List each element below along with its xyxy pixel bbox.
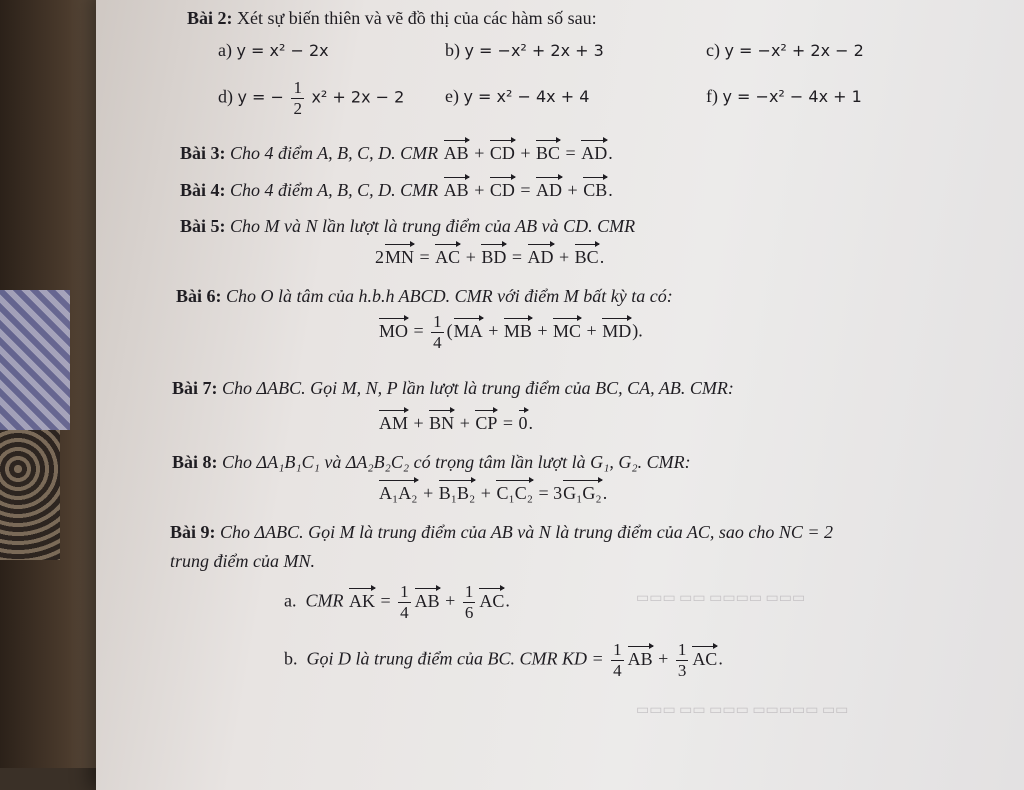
vector: MD xyxy=(602,318,631,342)
bai8-formula: A₁A₂ + B₁B₂ + C₁C₂ = 3G₁G₂. xyxy=(378,480,607,504)
vector: BD xyxy=(481,244,506,268)
vector: MC xyxy=(553,318,581,342)
bai2-item-c: c) y = −x² + 2x − 2 xyxy=(706,40,864,60)
bai2-heading xyxy=(187,8,597,29)
fraction: $\frac{1}{4}$ xyxy=(400,582,409,622)
vector: CD xyxy=(490,177,515,201)
bai9-part-a: a. CMR AK = $\frac{1}{4}$ AB + $\frac{1}{6}$ AC. xyxy=(284,582,510,622)
bai2-item-d: d) y = − $\frac{1}{2}$ x² + 2x − 2 xyxy=(218,78,405,118)
bai2-item-a: a) y = x² − 2x xyxy=(218,40,329,60)
vector: MB xyxy=(504,318,532,342)
vector: AK xyxy=(349,588,375,612)
vector: AC xyxy=(479,588,504,612)
fraction: $\frac{1}{4}$ xyxy=(613,640,622,680)
vector: AB xyxy=(628,646,653,670)
bai5-heading: Bài 5: Cho M và N lần lượt là trung điểm của AB và CD. CMR xyxy=(180,216,636,236)
vector: AB xyxy=(444,140,469,164)
bai7-heading: Bài 7: Cho ΔABC. Gọi M, N, P lần lượt là trung điểm của BC, CA, AB. CMR: xyxy=(172,378,734,398)
bai3: Bài 3: Cho 4 điểm A, B, C, D. CMR AB + CD + BC = AD. xyxy=(180,140,613,164)
vector: AD xyxy=(528,244,554,268)
fraction: $\frac{1}{2}$ xyxy=(293,78,302,118)
fabric-edge xyxy=(0,290,70,430)
vector: AM xyxy=(379,410,408,434)
vector: BC xyxy=(536,140,560,164)
bai6-formula: MO = $\frac{1}{4}$ (MA + MB + MC + MD). xyxy=(379,312,643,352)
vector: CD xyxy=(490,140,515,164)
vector: AB xyxy=(415,588,440,612)
bai9-part-b: b. Gọi D là trung điểm của BC. CMR KD = $\frac{1}{4}$ AB + $\frac{1}{3}$ AC. xyxy=(284,640,723,680)
bai2-item-e: e) y = x² − 4x + 4 xyxy=(445,86,590,106)
vector: 0 xyxy=(519,410,528,434)
fraction: $\frac{1}{3}$ xyxy=(677,640,687,680)
vector: BC xyxy=(575,244,599,268)
fraction: $\frac{1}{6}$ xyxy=(464,582,474,622)
vector: MA xyxy=(454,318,483,342)
vector: AD xyxy=(536,177,562,201)
vector: A₁A₂ xyxy=(379,480,418,504)
vector: B₁B₂ xyxy=(439,480,476,504)
vector: BN xyxy=(429,410,454,434)
bai2-item-f: f) y = −x² − 4x + 1 xyxy=(706,86,862,106)
bai8-heading: Bài 8: Cho ΔA₁B₁C₁ và ΔA₂B₂C₂ có trọng tâm lần lượt là G₁, G₂. CMR: xyxy=(172,452,691,472)
bai4: Bài 4: Cho 4 điểm A, B, C, D. CMR AB + CD = AD + CB. xyxy=(180,177,613,201)
vector: G₁G₂ xyxy=(563,480,602,504)
bleed-through-text: ▭▭▭ ▭▭ ▭▭▭▭ ▭▭▭ xyxy=(636,591,806,606)
vector: MN xyxy=(385,244,414,268)
vector: AC xyxy=(692,646,717,670)
vector: C₁C₂ xyxy=(496,480,533,504)
bai9-heading: Bài 9: Cho ΔABC. Gọi M là trung điểm của AB và N là trung điểm của AC, sao cho NC = 2 xyxy=(170,522,834,542)
bai2-label: Bài 2: xyxy=(187,8,233,28)
vector: AD xyxy=(581,140,607,164)
vector: CB xyxy=(583,177,607,201)
bai5-formula: 2MN = AC + BD = AD + BC. xyxy=(375,244,604,268)
vector: MO xyxy=(379,318,408,342)
vector: CP xyxy=(475,410,497,434)
fabric-pattern xyxy=(0,430,60,560)
bai7-formula: AM + BN + CP = 0. xyxy=(378,410,533,434)
bai2-text: Xét sự biến thiên và vẽ đồ thị của các hàm số sau: xyxy=(237,8,597,28)
bai6-heading: Bài 6: Cho O là tâm của h.b.h ABCD. CMR với điểm M bất kỳ ta có: xyxy=(176,286,673,306)
bai9-heading-cont: trung điểm của MN. xyxy=(170,551,315,571)
bai2-item-b: b) y = −x² + 2x + 3 xyxy=(445,40,604,60)
vector: AB xyxy=(444,177,469,201)
fraction: $\frac{1}{4}$ xyxy=(433,312,442,352)
bleed-through-text-2: ▭▭▭ ▭▭ ▭▭▭ ▭▭▭▭▭ ▭▭ xyxy=(636,703,849,718)
vector: AC xyxy=(435,244,460,268)
